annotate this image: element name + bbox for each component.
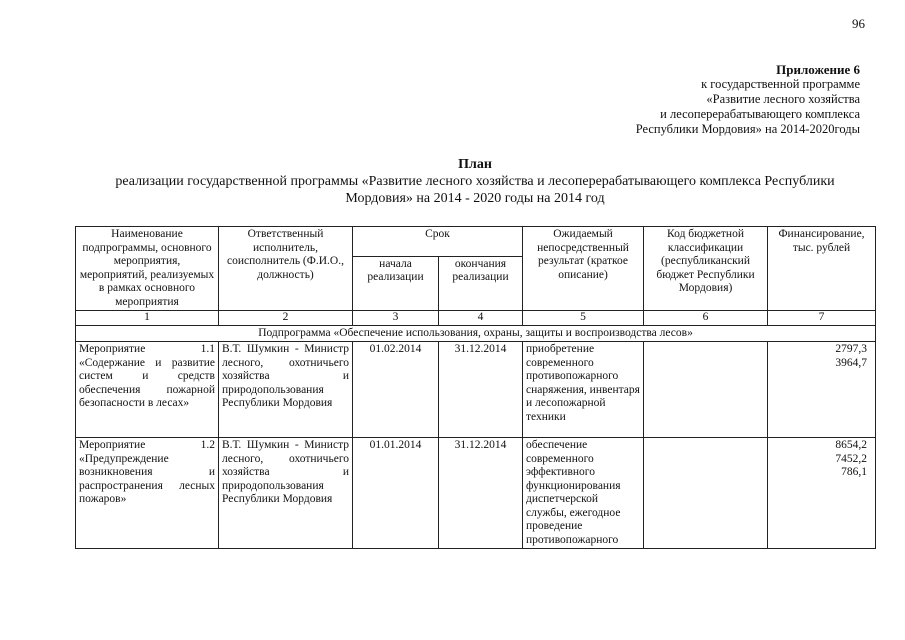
appendix-line: и лесоперерабатывающего комплекса [660, 107, 860, 121]
activity-code [644, 438, 768, 549]
appendix-line: к государственной программе [701, 77, 860, 91]
finance-value: 786,1 [841, 466, 868, 478]
table-row [76, 438, 876, 549]
subprogram-row [76, 325, 876, 342]
header-code: Код бюджетной классификации (республиканский бюджет Республики Мордовия) [644, 227, 768, 311]
header-start: начала реализации [353, 256, 439, 310]
header-row [76, 227, 876, 257]
header-end: окончания реализации [439, 256, 523, 310]
activity-executor: В.Т. Шумкин - Министр лесного, охотничьего хозяйства и природопользования Республики Мордовия [219, 438, 353, 549]
activity-name: Мероприятие 1.1 «Содержание и развитие систем и средств обеспечения пожарной безопасности в лесах» [76, 342, 219, 438]
column-number: 4 [439, 311, 523, 326]
column-number: 1 [76, 311, 219, 326]
header-executor: Ответственный исполнитель, соисполнитель (Ф.И.О., должность) [219, 227, 353, 311]
column-numbers-row [76, 311, 876, 326]
header-name: Наименование подпрограммы, основного мероприятия, мероприятий, реализуемых в рамках основного мероприятия [76, 227, 219, 311]
table-row [76, 342, 876, 438]
column-number: 5 [523, 311, 644, 326]
appendix-line: Республики Мордовия» на 2014-2020годы [635, 122, 860, 136]
activity-result: приобретение современного противопожарного снаряжения, инвентаря и лесопожарной техники [523, 342, 644, 438]
activity-end: 31.12.2014 [439, 438, 523, 549]
appendix-heading: Приложение 6 [776, 62, 860, 77]
document-title [80, 156, 870, 207]
activity-start: 01.01.2014 [353, 438, 439, 549]
finance-value: 7452,2 [835, 452, 868, 465]
column-number: 2 [219, 311, 353, 326]
column-number: 7 [768, 311, 876, 326]
title-plan: План [458, 157, 492, 172]
activity-end: 31.12.2014 [439, 342, 523, 438]
activity-start: 01.02.2014 [353, 342, 439, 438]
activity-result: обеспечение современного эффективного функционирования диспетчерской службы, ежегодное проведение противопожарного [523, 438, 644, 549]
activity-finance [768, 438, 876, 549]
page-number: 96 [852, 16, 865, 31]
activity-executor: В.Т. Шумкин - Министр лесного, охотничьего хозяйства и природопользования Республики Мордовия [219, 342, 353, 438]
appendix-line: «Развитие лесного хозяйства [706, 92, 860, 106]
activity-finance [768, 342, 876, 438]
plan-table [75, 226, 876, 549]
column-number: 6 [644, 311, 768, 326]
activity-code [644, 342, 768, 438]
column-number: 3 [353, 311, 439, 326]
title-line: Мордовия» на 2014 - 2020 годы на 2014 год [345, 191, 605, 206]
header-term: Срок [353, 227, 523, 257]
finance-value: 3964,7 [835, 356, 868, 369]
appendix-block [636, 62, 860, 137]
finance-value: 8654,2 [835, 439, 868, 451]
title-line: реализации государственной программы «Развитие лесного хозяйства и лесоперерабатывающего комплекса Республики [115, 174, 835, 189]
subprogram-title: Подпрограмма «Обеспечение использования, охраны, защиты и воспроизводства лесов» [76, 325, 876, 342]
header-finance: Финансирование, тыс. рублей [768, 227, 876, 311]
activity-name: Мероприятие 1.2 «Предупреждение возникновения и распространения лесных пожаров» [76, 438, 219, 549]
header-result: Ожидаемый непосредственный результат (краткое описание) [523, 227, 644, 311]
finance-value: 2797,3 [835, 343, 868, 355]
